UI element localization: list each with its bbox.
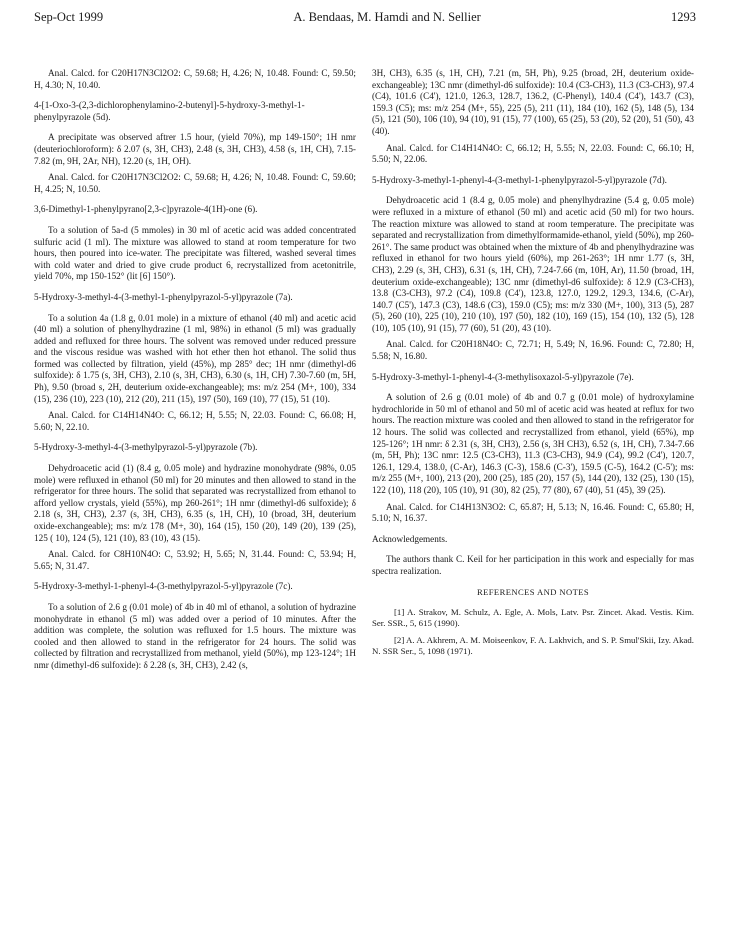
- left-column-paragraph: Anal. Calcd. for C8H10N4O: C, 53.92; H, 5.65; N, 31.44. Found: C, 53.94; H, 5.65; N, 31.47.: [34, 549, 356, 571]
- right-column-body: [372, 68, 694, 578]
- right-column-paragraph: 3H, CH3), 6.35 (s, 1H, CH), 7.21 (m, 5H, Ph), 9.25 (broad, 2H, deuterium oxide-exchangeable); 13C nmr (dimethyl-d6 sulfoxide): 10.4 (C3-CH3), 11.3 (C3-CH3), 97.4 (C4), 101.6 (C4'), 121.0, 126.3, 128.7, 136.2, (C-Phenyl), 140.4 (C4'), 143.7 (C3), 159.3 (C5); ms: m/z 254 (M+, 55), 225 (5), 211 (11), 184 (10), 162 (5), 148 (5), 134 (5), 121 (50), 106 (10), 94 (10), 91 (15), 77 (100), 65 (25), 53 (20), 52 (20), 51 (50), 43 (40).: [372, 68, 694, 136]
- right-column-paragraph: A solution of 2.6 g (0.01 mole) of 4b and 0.7 g (0.01 mole) of hydroxylamine hydrochloride in 50 ml of ethanol and 50 ml of acetic acid was heated at reflux for two hours. The reaction mixture was cooled and then allowed to stand in the refrigerator for 12 hours. The solid was collected and recrystallized from ethanol, yield (65%), mp 125-126°; 1H nmr: δ 2.31 (s, 3H, CH3), 2.56 (s, 3H CH3), 6.52 (s, 1H, CH), 7.34-7.66 (m, 5H, Ph); 13C nmr: 12.5 (C3-CH3), 11.3 (C3-CH3), 94.9 (C4), 99.2 (C4'), 120.7, 126.1, 129.4, 138.0, (C-Ar), 146.3 (C-3), 158.6 (C-3'), 159.5 (C-5), 164.2 (C-5'); ms: m/z 255 (M+, 100), 213 (20), 200 (25), 185 (20), 157 (5), 144 (20), 132 (25), 130 (15), 122 (10), 118 (20), 105 (10), 91 (30), 82 (25), 77 (80), 67 (40), 51 (45), 39 (25).: [372, 392, 694, 495]
- right-column-paragraph: 5-Hydroxy-3-methyl-1-phenyl-4-(3-methylisoxazol-5-yl)pyrazole (7e).: [372, 371, 634, 382]
- left-column-paragraph: Anal. Calcd. for C20H17N3Cl2O2: C, 59.68; H, 4.26; N, 10.48. Found: C, 59.60; H, 4.25; N, 10.50.: [34, 172, 356, 194]
- reference-list: [372, 607, 694, 657]
- references-heading: REFERENCES AND NOTES: [476, 586, 590, 597]
- right-column-paragraph: The authors thank C. Keil for her participation in this work and especially for mas spectra realization.: [372, 554, 694, 576]
- left-column-paragraph: Anal. Calcd. for C14H14N4O: C, 66.12; H, 5.55; N, 22.03. Found: C, 66.08; H, 5.60; N, 22.10.: [34, 410, 356, 432]
- right-column-paragraph: Anal. Calcd. for C20H18N4O: C, 72.71; H, 5.49; N, 16.96. Found: C, 72.80; H, 5.58; N, 16.80.: [372, 339, 694, 362]
- running-header: [34, 8, 696, 26]
- right-column-paragraph: 5-Hydroxy-3-methyl-1-phenyl-4-(3-methyl-1-phenylpyrazol-5-yl)pyrazole (7d).: [372, 174, 667, 185]
- left-column-paragraph: To a solution 4a (1.8 g, 0.01 mole) in a mixture of ethanol (40 ml) and acetic acid (40 ml) a solution of phenylhydrazine (1 ml, 98%) in ethanol (5 ml) was gradually added and refluxed for three hours. The solvent was removed under reduced pressure and the viscous residue was washed with hot ether then hot ethanol. The solid thus formed was collected by filtration, yield (45%), mp 285° dec; 1H nmr (dimethyl-d6 sulfoxide): δ 1.75 (s, 3H, CH3), 2.10 (s, 3H, CH3), 6.30 (s, 1H, CH) 7.30-7.60 (m, 5H, Ph), 9.50 (broad s, 2H, deuterium oxide-exchangeable); ms: m/z 254 (M+, 100), 334 (15), 236 (10), 223 (10), 212 (20), 211 (15), 197 (50), 169 (10), 77 (15), 51 (10).: [34, 312, 356, 404]
- left-column-paragraph: 3,6-Dimethyl-1-phenylpyrano[2,3-c]pyrazole-4(1H)-one (6).: [34, 204, 258, 215]
- left-column-paragraph: To a solution of 2.6 g (0.01 mole) of 4b in 40 ml of ethanol, a solution of hydrazine monohydrate in ethanol (5 ml) was added over a period of 10 minutes. After the addition was complete, the solution was refluxed for 1.5 hours. The mixture was cooled and then allowed to stand in the refrigerator for 24 hours. The solid was collected by filtration and recrystallized from methanol, yield (50%), mp 123-124°; 1H nmr (dimethyl-d6 sulfoxide): δ 2.28 (s, 3H, CH3), 2.42 (s,: [34, 601, 356, 670]
- right-column-paragraph: Acknowledgements.: [372, 533, 448, 544]
- running-authors: A. Bendaas, M. Hamdi and N. Sellier: [293, 9, 481, 24]
- left-column-paragraph: 5-Hydroxy-3-methyl-1-phenyl-4-(3-methylpyrazol-5-yl)pyrazole (7c).: [34, 581, 293, 592]
- page-number: 1293: [671, 9, 696, 24]
- left-column-paragraph: To a solution of 5a-d (5 mmoles) in 30 ml of acetic acid was added concentrated sulfuric acid (1 ml). The mixture was allowed to stand at room temperature for two hours, then poured into ice-water. The precipitate was filtered, washed several times with cold water and dried to give crude product 6, recrystallized from acetonitrile, yield 70%, mp 150-152° (lit [6] 150°).: [34, 224, 356, 282]
- left-column-paragraph: 5-Hydroxy-3-methyl-4-(3-methyl-1-phenylpyrazol-5-yl)pyrazole (7a).: [34, 291, 293, 302]
- left-column: [34, 68, 356, 681]
- left-column-paragraph: 5-Hydroxy-3-methyl-4-(3-methylpyrazol-5-yl)pyrazole (7b).: [34, 442, 258, 453]
- issue-date: Sep-Oct 1999: [34, 9, 104, 24]
- right-column: [372, 68, 694, 663]
- right-column-paragraph: Anal. Calcd. for C14H14N4O: C, 66.12; H, 5.55; N, 22.03. Found: C, 66.10; H, 5.50; N, 22.06.: [372, 142, 694, 165]
- right-column-paragraph: Dehydroacetic acid 1 (8.4 g, 0.05 mole) and phenylhydrazine (5.4 g, 0.05 mole) were refluxed in a mixture of ethanol (50 ml) and acetic acid (50 ml) for two hours. The reaction mixture was allowed to stand at room temperature. The precipitate was separated and recrystallization from dimethylformamide-ethanol, yield (50%), mp 260-261°. The same product was obtained when the mixture of 4b and phenylhydrazine was refluxed in ethanol for two hours yield (60%), mp 261-263°; 1H nmr 1.77 (s, 3H, CH3), 2.29 (s, 3H, CH3), 6.31 (s, 1H, CH), 7.24-7.66 (m, 10H, Ar), 11.50 (broad, 1H, deuterium oxide-exchangeable); 13C nmr (dimethyl-d6 sulfoxide): δ 12.9 (C3-CH3), 13.8 (C3-CH3), 97.2 (C4), 109.8 (C4'), 123.8, 127.0, 129.2, 129.3, 134.6, (C-Ar), 140.7 (C5'), 147.3 (C3), 148.6 (C3), 159.0 (C5); ms: m/z 330 (M+, 100), 313 (5), 287 (5), 260 (10), 225 (10), 210 (10), 197 (50), 182 (10), 169 (15), 154 (10), 132 (5), 128 (10), 105 (10), 91 (15), 77 (60), 51 (20), 43 (10).: [372, 195, 694, 333]
- left-column-paragraph: A precipitate was observed aftrer 1.5 hour, (yield 70%), mp 149-150°; 1H nmr (deuteriochloroform): δ 2.07 (s, 3H, CH3), 2.48 (s, 3H, CH3), 4.58 (s, 1H, CH), 7.15-7.82 (m, 9H, 2Ar, NH), 12.20 (s, 1H, OH).: [34, 132, 356, 166]
- left-column-paragraph: Dehydroacetic acid (1) (8.4 g, 0.05 mole) and hydrazine monohydrate (98%, 0.05 mole) were refluxed in ethanol (50 ml) for 20 minutes and then allowed to stand in the refrigerator for three hours. The solid that separated was recrystallized from ethanol to afford yellow crystals, yield (55%), mp 260-261°; 1H nmr (dimethyl-d6 sulfoxide); δ 2.18 (s, 3H, CH3), 2.37 (s, 3H, CH3), 6.35 (s, 1H, CH), 10 (broad, 3H, deuterium oxide-exchangeable); ms: m/z 178 (M+, 30), 164 (15), 150 (20), 149 (20), 139 (25), 125 ( 10), 124 (5), 121 (10), 83 (10), 43 (15).: [34, 463, 356, 543]
- left-column-paragraph: 4-[1-Oxo-3-(2,3-dichlorophenylamino-2-butenyl]-5-hydroxy-3-methyl-1-phenylpyrazole (5d).: [34, 100, 305, 122]
- left-column-paragraph: Anal. Calcd. for C20H17N3Cl2O2: C, 59.68; H, 4.26; N, 10.48. Found: C, 59.50; H, 4.30; N, 10.40.: [34, 68, 356, 90]
- right-column-paragraph: Anal. Calcd. for C14H13N3O2: C, 65.87; H, 5.13; N, 16.46. Found: C, 65.80; H, 5.10; N, 16.37.: [372, 501, 694, 524]
- reference-item: [2] A. A. Akhrem, A. M. Moiseenkov, F. A. Lakhvich, and S. P. Smul'Skii, Izy. Akad. N. SSR Ser., 5, 1098 (1971).: [372, 635, 694, 657]
- reference-item: [1] A. Strakov, M. Schulz, A. Egle, A. Mols, Latv. Psr. Zincet. Akad. Vestis. Kim. Ser. SSR., 5, 615 (1990).: [372, 607, 694, 629]
